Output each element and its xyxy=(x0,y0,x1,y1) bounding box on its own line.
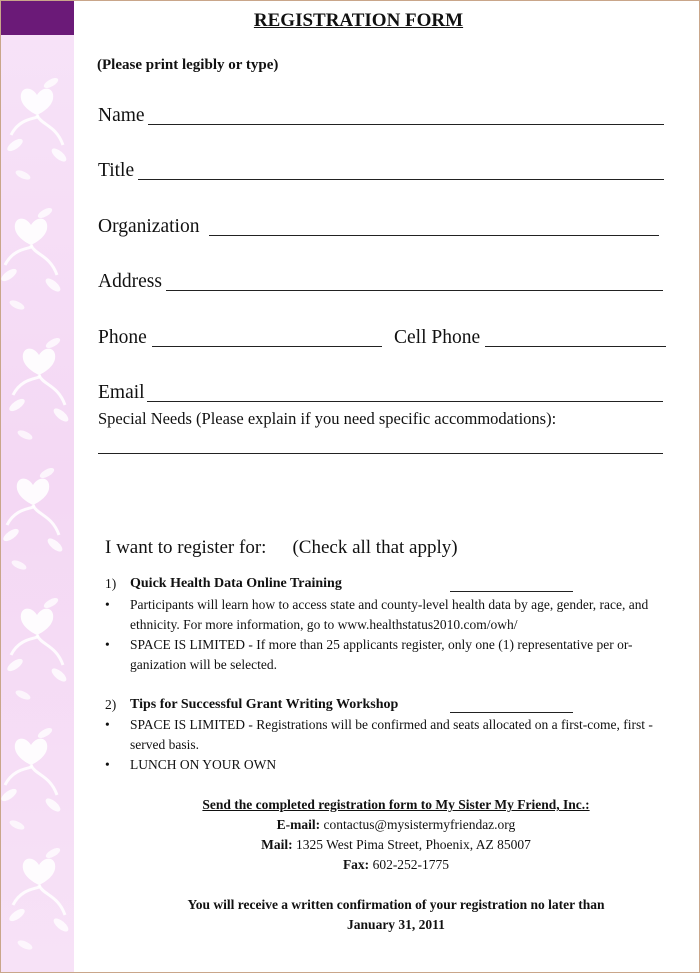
email-label: Email xyxy=(98,382,145,403)
confirmation-date: January 31, 2011 xyxy=(347,917,445,932)
email-contact-label: E-mail: xyxy=(276,817,321,832)
cell-phone-label: Cell Phone xyxy=(394,327,481,348)
fax-label: Fax: xyxy=(342,857,370,872)
phone-field-line[interactable] xyxy=(152,346,382,347)
option-1-check-line[interactable] xyxy=(450,591,573,592)
sidebar-accent-block xyxy=(1,1,74,35)
option-2-title: Tips for Successful Grant Writing Workshop xyxy=(130,697,399,712)
special-needs-field-line[interactable] xyxy=(98,453,663,454)
option-1-bullet-1: Participants will learn how to access state and county-level health data by age, gender, race, and ethnicity. For more information, go to www.healthstatus2010.com/owh/ xyxy=(130,597,649,632)
option-1-title: Quick Health Data Online Training xyxy=(130,576,342,591)
mail-label: Mail: xyxy=(261,837,293,852)
special-needs-label: Special Needs (Please explain if you need specific accommodations): xyxy=(98,409,557,428)
contact-email[interactable]: contactus@mysistermyfriendaz.org xyxy=(323,817,516,832)
register-prompt: I want to register for: xyxy=(105,537,267,558)
floral-heart-pattern xyxy=(1,35,74,972)
option-2-number: 2) xyxy=(105,697,117,712)
email-field-line[interactable] xyxy=(147,401,663,402)
title-label: Title xyxy=(98,160,135,181)
print-instruction: (Please print legibly or type) xyxy=(97,57,279,73)
option-2-bullet-1: SPACE IS LIMITED - Registrations will be confirmed and seats allocated on a first-come, first -served basis. xyxy=(130,717,653,752)
bullet-icon: • xyxy=(105,717,110,732)
option-1-bullet-2: SPACE IS LIMITED - If more than 25 applicants register, only one (1) representative per or-ganization will be selected. xyxy=(130,637,633,672)
decorative-sidebar xyxy=(1,1,74,972)
fax-number: 602-252-1775 xyxy=(372,857,450,872)
register-heading xyxy=(105,537,458,559)
bullet-icon: • xyxy=(105,757,110,772)
option-1-number: 1) xyxy=(105,576,117,591)
bullet-icon: • xyxy=(105,597,110,612)
contact-email-line xyxy=(101,817,691,833)
mail-address: 1325 West Pima Street, Phoenix, AZ 85007 xyxy=(295,837,531,852)
send-to-heading: Send the completed registration form to My Sister My Friend, Inc.: xyxy=(202,797,590,812)
name-label: Name xyxy=(98,105,145,126)
phone-label: Phone xyxy=(98,327,147,348)
cell-phone-field-line[interactable] xyxy=(485,346,666,347)
name-field-line[interactable] xyxy=(148,124,664,125)
organization-label: Organization xyxy=(98,216,200,237)
organization-field-line[interactable] xyxy=(209,235,659,236)
contact-mail-line xyxy=(101,837,691,853)
address-field-line[interactable] xyxy=(166,290,663,291)
register-check-note: (Check all that apply) xyxy=(292,537,458,558)
page-title: REGISTRATION FORM xyxy=(253,10,464,31)
option-2-bullet-2: LUNCH ON YOUR OWN xyxy=(130,757,277,772)
bullet-icon: • xyxy=(105,637,110,652)
address-label: Address xyxy=(98,271,162,292)
contact-fax-line xyxy=(101,857,691,873)
confirmation-line-1: You will receive a written confirmation of your registration no later than xyxy=(187,897,605,912)
title-field-line[interactable] xyxy=(138,179,664,180)
option-2-check-line[interactable] xyxy=(450,712,573,713)
